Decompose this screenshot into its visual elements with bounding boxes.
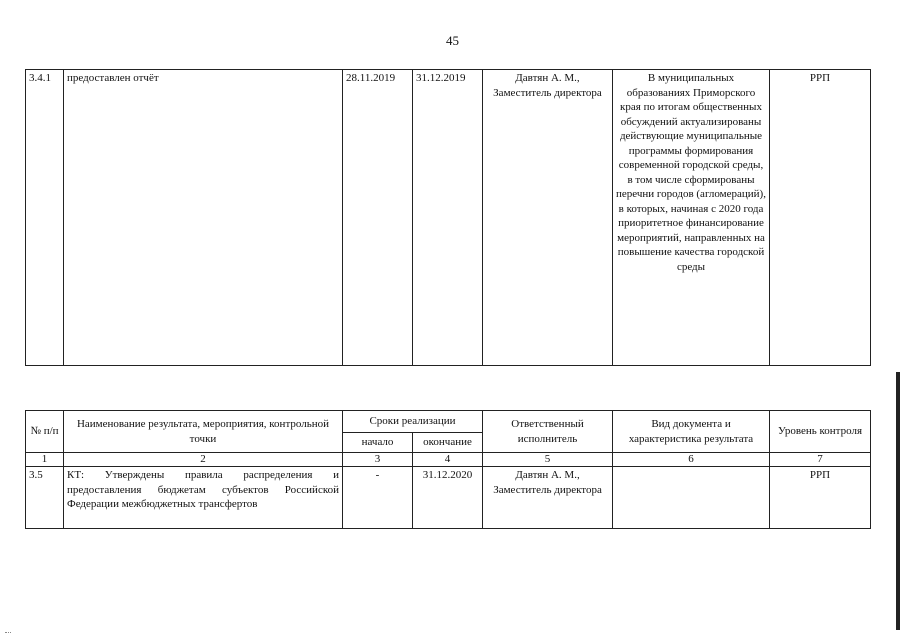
header-end: окончание [413, 433, 483, 453]
row-end-date: 31.12.2020 [413, 467, 483, 529]
header-responsible: Ответственный исполнитель [483, 411, 613, 453]
page-number: 45 [446, 33, 459, 48]
row-number: 3.5 [26, 467, 64, 529]
table-row [26, 70, 871, 366]
column-number: 7 [770, 453, 871, 467]
column-number: 1 [26, 453, 64, 467]
row-name: предоставлен отчёт [64, 70, 343, 366]
row-name: КТ: Утверждены правила распределения и предоставления бюджетам субъектов Российской Федерации межбюджетных трансфертов [64, 467, 343, 529]
row-document: В муниципальных образованиях Приморского края по итогам общественных обсуждений актуализированы действующие муниципальные программы формирования современной городской среды, в том числе сформированы перечни городов (агломераций), в которых, начиная с 2020 года приоритетное финансирование мероприятий, направленных на повышение качества городской среды [616, 72, 766, 273]
row-control-level: РРП [770, 467, 871, 529]
column-number: 6 [613, 453, 770, 467]
column-number: 4 [413, 453, 483, 467]
column-number: 2 [64, 453, 343, 467]
scan-speck [5, 632, 11, 636]
row-end-date: 31.12.2019 [413, 70, 483, 366]
header-document: Вид документа и характеристика результата [613, 411, 770, 453]
header-row [26, 411, 871, 433]
activity-table [25, 410, 871, 529]
column-number: 5 [483, 453, 613, 467]
header-control: Уровень контроля [770, 411, 871, 453]
row-start-date: 28.11.2019 [343, 70, 413, 366]
table-row [26, 467, 871, 529]
scan-edge-line [896, 372, 900, 630]
row-responsible: Давтян А. М., Заместитель директора [483, 467, 613, 529]
column-number: 3 [343, 453, 413, 467]
column-number-row [26, 453, 871, 467]
header-deadlines: Сроки реализации [343, 411, 483, 433]
header-start: начало [343, 433, 413, 453]
header-num: № п/п [26, 411, 64, 453]
row-responsible: Давтян А. М., Заместитель директора [483, 70, 613, 366]
row-start-date: - [343, 467, 413, 529]
row-control-level: РРП [770, 70, 871, 366]
row-number: 3.4.1 [26, 70, 64, 366]
activity-table-continued [25, 69, 871, 366]
header-name: Наименование результата, мероприятия, контрольной точки [64, 411, 343, 453]
row-document [613, 467, 770, 529]
row-document-cell [613, 70, 770, 366]
